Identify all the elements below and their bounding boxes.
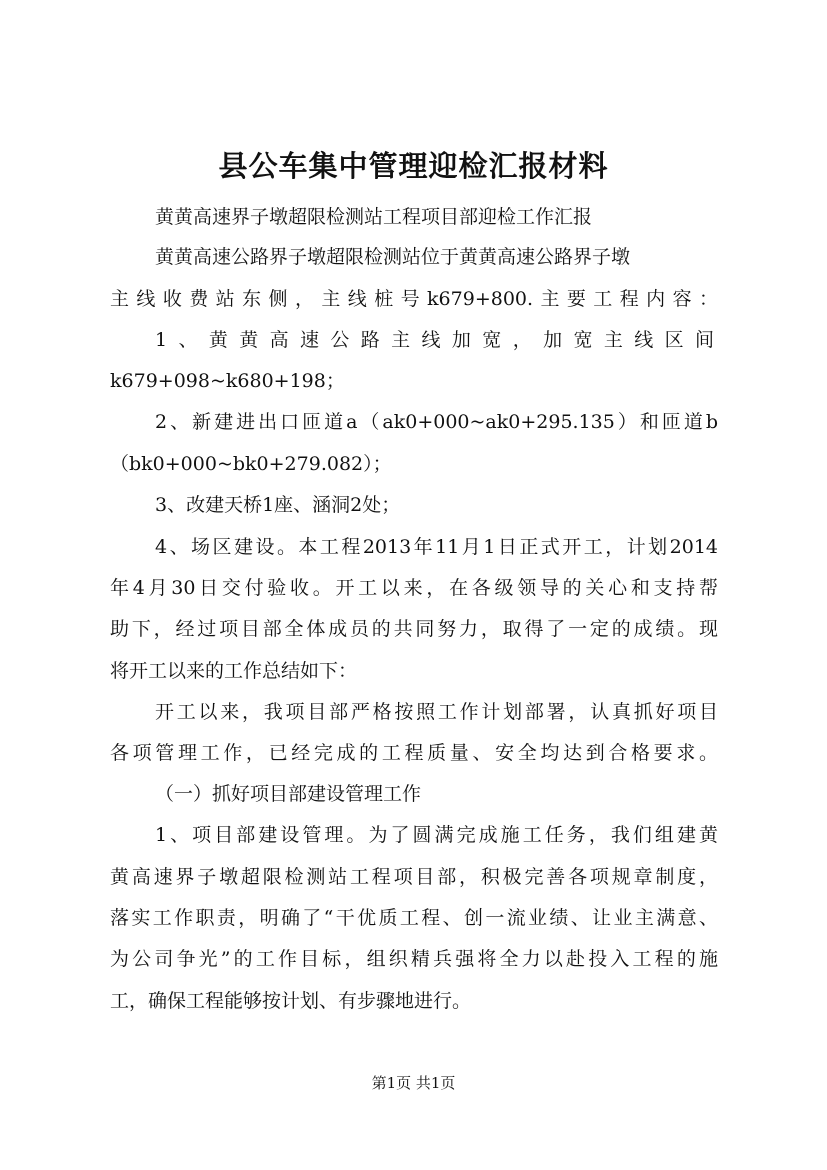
paragraph-line: 黄黄高速公路界子墩超限检测站位于黄黄高速公路界子墩 [155,246,631,268]
paragraph-line: （bk0+000~bk0+279.082）； [110,453,392,475]
paragraph-line: 4、场区建设。本工程2013年11月1日正式开工，计划2014 [155,536,718,558]
paragraph-line: 主线收费站东侧，主线桩号k679+800.主要工程内容： [110,288,718,310]
paragraph-line: 3、改建天桥1座、涵洞2处； [155,494,401,516]
paragraph-line: 黄黄高速界子墩超限检测站工程项目部迎检工作汇报 [155,206,593,228]
section-heading: （一）抓好项目部建设管理工作 [155,783,422,805]
page-number: 第1页 共1页 [371,1074,456,1092]
paragraph-line: 2、新建进出口匝道a（ak0+000~ak0+295.135）和匝道b [155,411,718,433]
paragraph-line: 为公司争光”的工作目标，组织精兵强将全力以赴投入工程的施 [110,948,718,970]
document-title: 县公车集中管理迎检汇报材料 [218,149,609,183]
paragraph-line: 黄高速界子墩超限检测站工程项目部，积极完善各项规章制度， [110,866,718,888]
paragraph-line: 工，确保工程能够按计划、有步骤地进行。 [110,990,472,1012]
paragraph-line: 助下，经过项目部全体成员的共同努力，取得了一定的成绩。现 [110,618,718,640]
paragraph-line: 1、黄黄高速公路主线加宽，加宽主线区间 [155,329,718,351]
paragraph-line: 开工以来，我项目部严格按照工作计划部署，认真抓好项目 [155,701,718,723]
paragraph-line: k679+098~k680+198； [110,370,345,392]
paragraph-line: 年4月30日交付验收。开工以来，在各级领导的关心和支持帮 [110,577,718,599]
paragraph-line: 将开工以来的工作总结如下： [110,660,358,682]
paragraph-line: 1、项目部建设管理。为了圆满完成施工任务，我们组建黄 [155,824,718,846]
paragraph-line: 落实工作职责，明确了“干优质工程、创一流业绩、让业主满意、 [110,907,718,929]
paragraph-line: 各项管理工作，已经完成的工程质量、安全均达到合格要求。 [110,742,718,764]
